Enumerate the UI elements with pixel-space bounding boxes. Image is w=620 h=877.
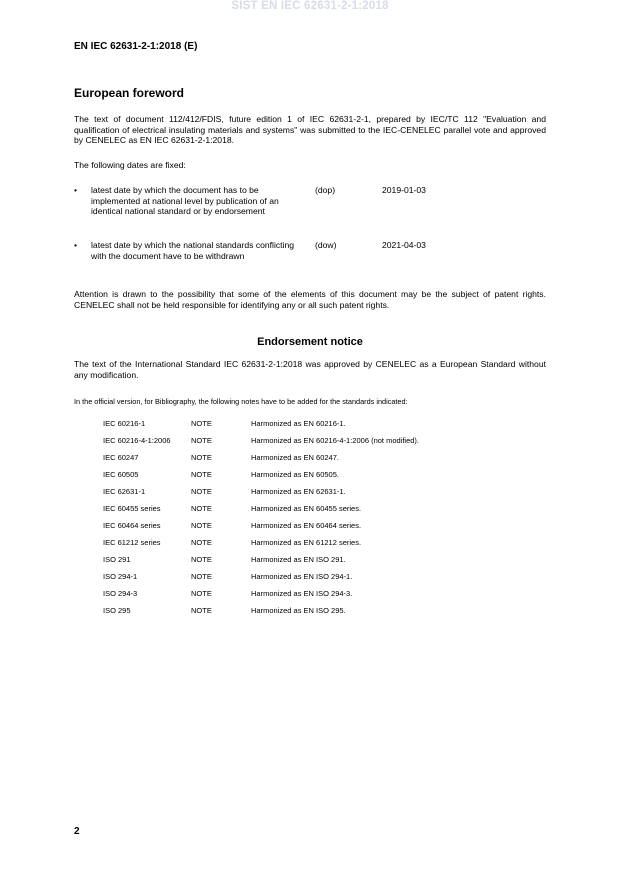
table-row: [103, 572, 523, 589]
foreword-paragraph-2: The following dates are fixed:: [74, 160, 186, 170]
note-text: Harmonized as EN ISO 294-1.: [251, 572, 353, 581]
note-standard: IEC 60505: [103, 470, 139, 479]
table-row: [103, 487, 523, 504]
note-standard: IEC 60216-4-1:2006: [103, 436, 171, 445]
table-row: [103, 470, 523, 487]
foreword-title: European foreword: [74, 86, 185, 100]
note-standard: ISO 291: [103, 555, 131, 564]
note-label: NOTE: [191, 436, 212, 445]
table-row: [103, 606, 523, 623]
note-standard: IEC 60216-1: [103, 419, 146, 428]
note-standard: ISO 294-3: [103, 589, 138, 598]
endorsement-title: Endorsement notice: [257, 336, 363, 348]
table-row: [103, 419, 523, 436]
foreword-paragraph-3: Attention is drawn to the possibility that some of the elements of this document may be the subject of patent rights. CENELEC shall not be held responsible for identifying any or all such patent rights.: [74, 289, 546, 310]
note-label: NOTE: [191, 538, 212, 547]
bullet-icon: •: [74, 240, 78, 250]
table-row: [103, 504, 523, 521]
note-standard: IEC 60464 series: [103, 521, 161, 530]
note-label: NOTE: [191, 470, 212, 479]
note-label: NOTE: [191, 504, 212, 513]
table-row: [103, 521, 523, 538]
date-description: latest date by which the document has to be implemented at national level by publication of an identical national standard or by endorsement: [91, 185, 279, 217]
date-description: latest date by which the national standards conflicting with the document have to be withdrawn: [91, 240, 295, 261]
note-standard: IEC 60455 series: [103, 504, 161, 513]
bullet-icon: •: [74, 185, 78, 195]
table-row: [103, 555, 523, 572]
table-row: [103, 589, 523, 606]
table-row: [103, 453, 523, 470]
note-text: Harmonized as EN 60464 series.: [251, 521, 362, 530]
note-label: NOTE: [191, 419, 212, 428]
note-text: Harmonized as EN 60455 series.: [251, 504, 362, 513]
note-text: Harmonized as EN 60216-1.: [251, 419, 346, 428]
endorsement-intro: In the official version, for Bibliography, the following notes have to be added for the standards indicated:: [74, 397, 408, 406]
note-label: NOTE: [191, 555, 212, 564]
date-code: (dow): [315, 240, 337, 250]
table-row: [103, 538, 523, 555]
note-standard: IEC 60247: [103, 453, 139, 462]
document-id: EN IEC 62631-2-1:2018 (E): [74, 41, 198, 52]
note-text: Harmonized as EN 60216-4-1:2006 (not modified).: [251, 436, 420, 445]
note-standard: IEC 62631-1: [103, 487, 146, 496]
note-label: NOTE: [191, 453, 212, 462]
table-row: [103, 436, 523, 453]
date-value: 2021-04-03: [382, 240, 426, 250]
watermark: SIST EN IEC 62631-2-1:2018: [231, 0, 389, 12]
note-standard: ISO 294-1: [103, 572, 138, 581]
note-text: Harmonized as EN ISO 291.: [251, 555, 346, 564]
note-standard: ISO 295: [103, 606, 131, 615]
endorsement-paragraph: The text of the International Standard IEC 62631-2-1:2018 was approved by CENELEC as a European Standard without any modification.: [74, 359, 546, 380]
note-label: NOTE: [191, 572, 212, 581]
note-text: Harmonized as EN 62631-1.: [251, 487, 346, 496]
note-label: NOTE: [191, 589, 212, 598]
note-label: NOTE: [191, 487, 212, 496]
foreword-paragraph-1: The text of document 112/412/FDIS, future edition 1 of IEC 62631-2-1, prepared by IEC/TC 112 "Evaluation and qualification of electrical insulating materials and systems" was submitted to the IEC-CENELEC parallel vote and approved by CENELEC as EN IEC 62631-2-1:2018.: [74, 114, 546, 146]
note-label: NOTE: [191, 521, 212, 530]
note-text: Harmonized as EN 61212 series.: [251, 538, 362, 547]
note-standard: IEC 61212 series: [103, 538, 161, 547]
note-text: Harmonized as EN 60505.: [251, 470, 339, 479]
note-text: Harmonized as EN 60247.: [251, 453, 339, 462]
page-number: 2: [74, 826, 80, 837]
note-text: Harmonized as EN ISO 295.: [251, 606, 346, 615]
note-text: Harmonized as EN ISO 294-3.: [251, 589, 353, 598]
note-label: NOTE: [191, 606, 212, 615]
date-code: (dop): [315, 185, 336, 195]
date-value: 2019-01-03: [382, 185, 426, 195]
